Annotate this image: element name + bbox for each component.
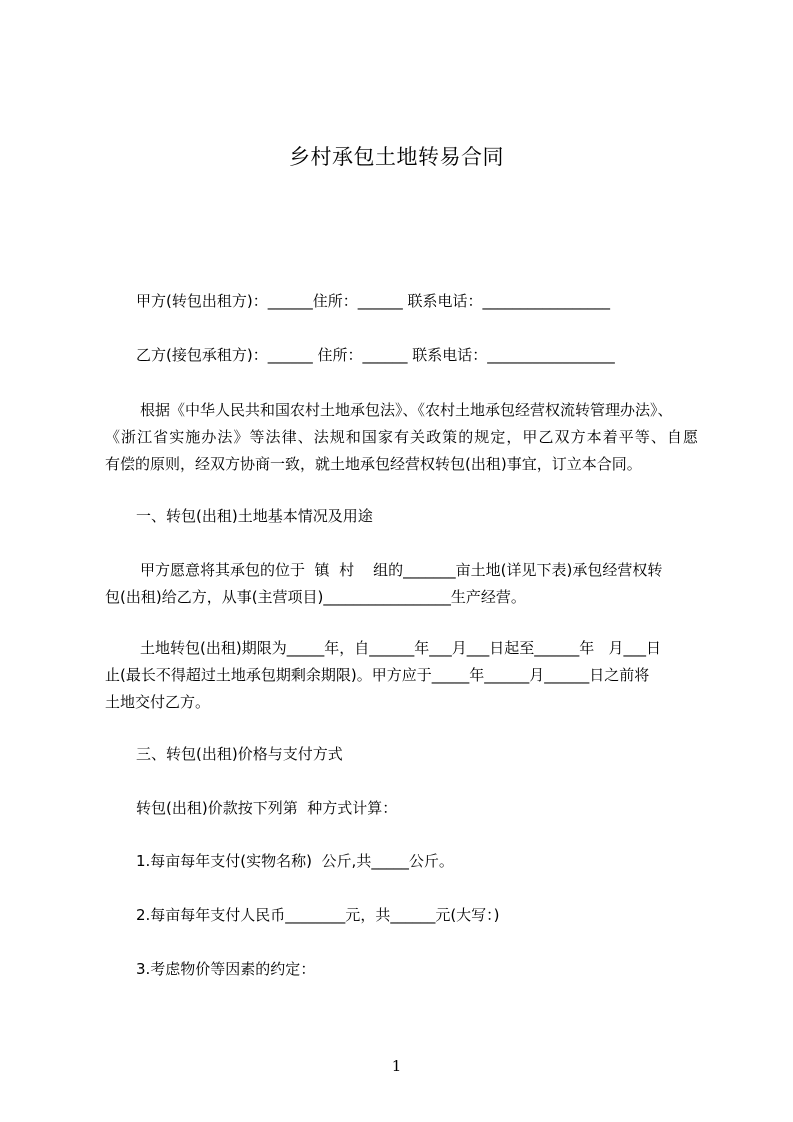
land-description-line-2: 包(出租)给乙方，从事(主营项目)_________________生产经营。 xyxy=(105,588,526,606)
land-description-line-1: 甲方愿意将其承包的位于 镇 村 组的_______亩土地(详见下表)承包经营权转 xyxy=(140,561,663,579)
section-1-heading: 一、转包(出租)土地基本情况及用途 xyxy=(136,507,373,525)
payment-option-1: 1.每亩每年支付(实物名称) 公斤,共_____公斤。 xyxy=(136,852,454,870)
document-title: 乡村承包土地转易合同 xyxy=(289,145,504,169)
payment-option-2: 2.每亩每年支付人民币________元，共______元(大写：) xyxy=(136,906,500,924)
price-intro: 转包(出租)价款按下列第 种方式计算： xyxy=(136,799,398,817)
term-line-2: 止(最长不得超过土地承包期剩余期限)。甲方应于_____年______月______日之前将 xyxy=(105,666,650,684)
preamble-line-2: 《浙江省实施办法》等法律、法规和国家有关政策的规定，甲乙双方本着平等、自愿 xyxy=(105,428,698,446)
term-line-1: 土地转包(出租)期限为_____年，自______年___月___日起至______年 月___日 xyxy=(140,639,662,657)
preamble-line-3: 有偿的原则，经双方协商一致，就土地承包经营权转包(出租)事宜，订立本合同。 xyxy=(105,455,642,473)
page-number: 1 xyxy=(391,1057,402,1075)
term-line-3: 土地交付乙方。 xyxy=(105,693,211,711)
party-b-line: 乙方(接包承租方)：______ 住所：______ 联系电话：_________________ xyxy=(136,346,615,364)
party-a-line: 甲方(转包出租方)：______住所：______ 联系电话：_________________ xyxy=(136,292,610,310)
payment-option-3: 3.考虑物价等因素的约定： xyxy=(136,960,316,978)
preamble-line-1: 根据《中华人民共和国农村土地承包法》、《农村土地承包经营权流转管理办法》、 xyxy=(140,401,673,419)
section-3-heading: 三、转包(出租)价格与支付方式 xyxy=(136,745,343,763)
